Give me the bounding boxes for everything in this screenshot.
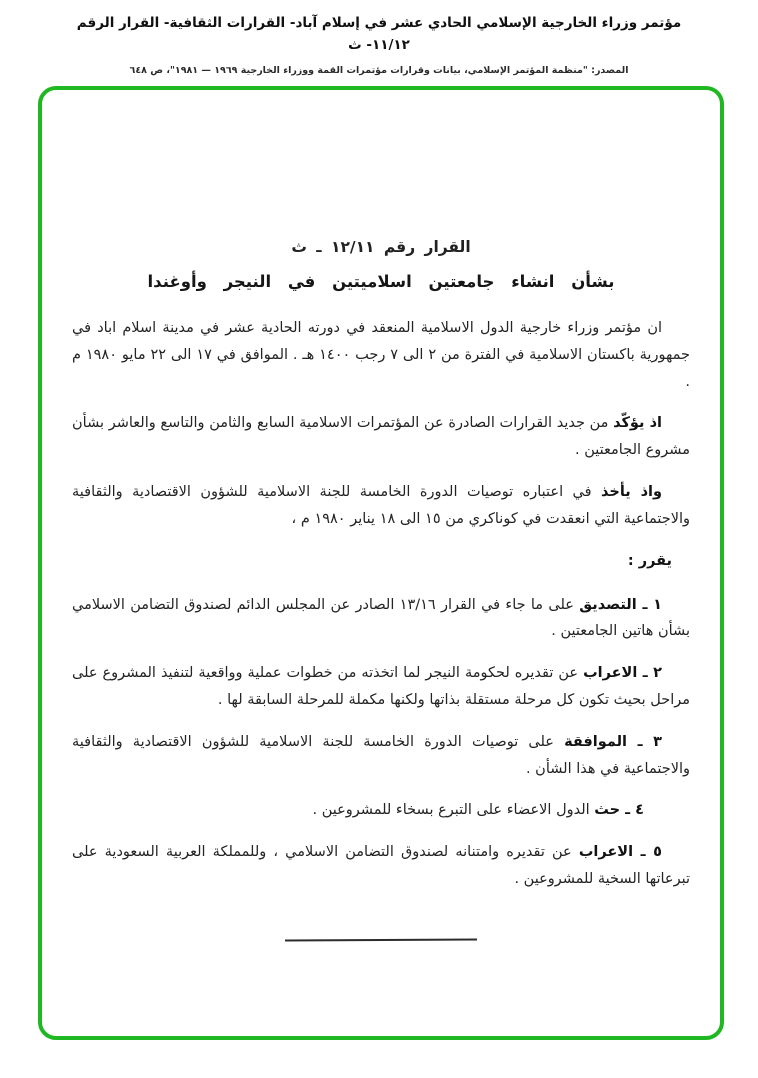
header-title: مؤتمر وزراء الخارجية الإسلامي الحادي عشر في إسلام آباد- القرارات الثقافية- القرار الرقم ١١/١٢- ث [76,15,682,53]
item-lead: ٤ ـ حث [594,802,644,819]
item-text: على ما جاء في القرار ١٣/١٦ الصادر عن المجلس الدائم لصندوق التضامن الاسلامي بشأن هاتين الجامعتين . [72,596,690,640]
green-frame [38,86,724,1040]
paragraph-text: من جديد القرارات الصادرة عن المؤتمرات الاسلامية السابع والثامن والتاسع والعاشر بشأن مشروع الجامعتين . [72,415,690,459]
paragraph-preamble [72,315,690,395]
resolution-item-2 [72,660,690,714]
closing-rule [285,938,477,941]
item-lead: ١ ـ التصديق [579,596,662,613]
item-text: عن تقديره وامتنانه لصندوق التضامن الاسلامي ، وللمملكة العربية السعودية على تبرعاتها السخية للمشروعين . [72,844,690,887]
resolution-item-1 [72,592,690,646]
resolution-item-4 [72,797,690,824]
paragraph-lead: واذ يأخذ [601,484,663,501]
document-header [0,0,758,78]
paragraph-decides [72,548,690,575]
resolution-item-5 [72,839,690,893]
paragraph-lead: يقرر : [627,552,672,569]
paragraph-considering [72,479,690,533]
paragraph-reaffirm [72,410,690,464]
paragraph-text: في اعتباره توصيات الدورة الخامسة للجنة الاسلامية للشؤون الاقتصادية والثقافية والاجتماعية التي انعقدت في كوناكري من ١٥ الى ١٨ يناير ١٩٨٠ م ، [72,484,690,527]
decree-number-title: القرار رقم ١٢/١١ ـ ث [291,238,471,256]
decree-subject-title: بشأن انشاء جامعتين اسلاميتين في النيجر وأوغندا [147,272,615,291]
paragraph-text: ان مؤتمر وزراء خارجية الدول الاسلامية المنعقد في دورته الحادية عشر في مدينة اسلام اباد في جمهورية باكستان الاسلامية في الفترة من ٢ الى ٧ رجب ١٤٠٠ هـ . الموافق في ١٧ الى ٢٢ مايو ١٩٨٠ م . [72,320,690,390]
item-text: على توصيات الدورة الخامسة للجنة الاسلامية للشؤون الاقتصادية والثقافية والاجتماعية في هذا الشأن . [72,733,690,777]
item-text: عن تقديره لحكومة النيجر لما اتخذته من خطوات عملية وواقعية لتنفيذ المشروع على مراحل بحيث تكون كل مرحلة مستقلة بذاتها ولكنها مكملة للمرحلة السابقة لها . [72,665,690,708]
header-source: المصدر: "منظمة المؤتمر الإسلامي، بيانات وقرارات مؤتمرات القمة ووزراء الخارجية ١٩٦٩ — ١٩٨١"، ص ٦٤٨ [129,65,629,77]
item-lead: ٣ ـ الموافقة [564,733,662,750]
item-text: الدول الاعضاء على التبرع بسخاء للمشروعين . [312,802,590,819]
paragraph-lead: اذ يؤكّد [613,415,663,432]
resolution-item-3 [72,729,690,783]
item-lead: ٥ ـ الاعراب [578,844,662,861]
item-lead: ٢ ـ الاعراب [583,665,662,682]
